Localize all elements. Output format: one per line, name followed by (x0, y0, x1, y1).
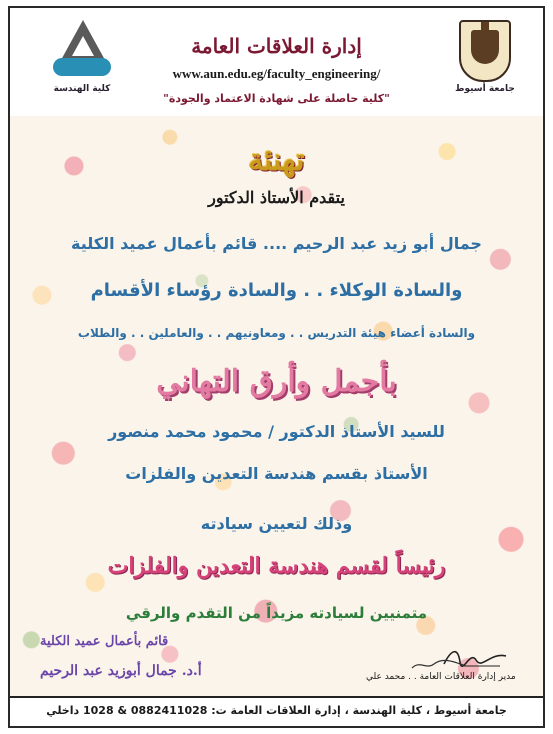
secondary-signature-icon (410, 658, 470, 672)
department-title: إدارة العلاقات العامة (191, 34, 362, 58)
dean-line: جمال أبو زيد عبد الرحيم .... قائم بأعمال عميد الكلية (71, 234, 482, 253)
faculty-logo-label: كلية الهندسة (53, 84, 111, 94)
presenter-line: يتقدم الأستاذ الدكتور (208, 188, 345, 207)
accreditation-note: "كلية حاصلة على شهادة الاعتماد والجودة" (163, 92, 390, 105)
faculty-url: www.aun.edu.eg/faculty_engineering/ (172, 66, 381, 81)
university-logo-label: جامعة أسيوط (455, 84, 515, 94)
closing-wish-line: متمنيين لسيادته مزيداً من التقدم والرقي (125, 604, 428, 622)
vice-deans-line: والسادة الوكلاء . . والسادة رؤساء الأقسام (90, 280, 463, 301)
signature-title: قائم بأعمال عميد الكلية (40, 634, 169, 649)
greeting-heading: تهنئة (248, 143, 305, 178)
footer (10, 696, 543, 726)
footer-divider (10, 696, 543, 698)
university-crest-icon (459, 20, 511, 82)
footer-contact: جامعة أسيوط ، كلية الهندسة ، إدارة العلاقات العامة ت: 0882411028 & 1028 داخلي (46, 704, 507, 717)
assiut-university-logo (449, 20, 521, 94)
signature-name: أ.د. جمال أبوزيد عبد الرحيم (40, 663, 202, 679)
faculty-engineering-logo (46, 18, 118, 94)
honoree-line: للسيد الأستاذ الدكتور / محمود محمد منصور (108, 422, 445, 441)
occasion-line: وذلك لتعيين سيادته (200, 514, 353, 533)
staff-line: والسادة أعضاء هيئة التدريس . . ومعاونيهم . . والعاملين . . والطلاب (77, 326, 476, 340)
honoree-position-line: الأستاذ بقسم هندسة التعدين والفلزات (125, 464, 428, 483)
appointment-line: رئيساً لقسم هندسة التعدين والفلزات (107, 553, 446, 579)
engineering-emblem-icon (53, 18, 111, 82)
congratulations-heading: بأجمل وأرق التهاني (156, 364, 397, 399)
letterhead (10, 8, 543, 116)
pr-manager-caption: مدير إدارة العلاقات العامة . . محمد علي (366, 672, 516, 682)
certificate-page (8, 6, 545, 728)
